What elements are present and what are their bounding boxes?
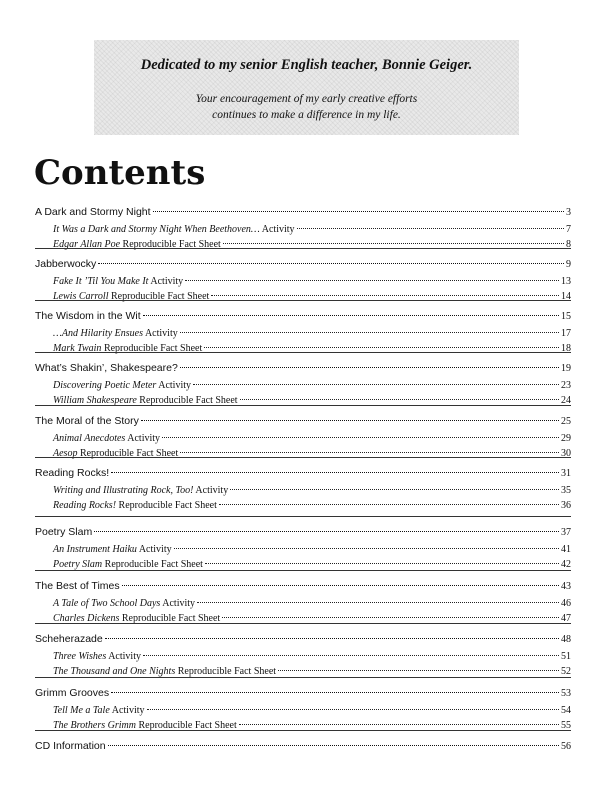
item-title-suffix: Activity <box>136 544 172 555</box>
toc-item-row <box>35 485 571 497</box>
item-title-suffix: Reproducible Fact Sheet <box>101 343 203 354</box>
item-title <box>53 448 178 460</box>
dedication-line-2: continues to make a difference in my life. <box>212 109 401 121</box>
item-title-italic: Animal Anecdotes <box>53 433 126 444</box>
section-divider <box>35 730 571 731</box>
toc-item-row <box>35 276 571 288</box>
toc-section-row <box>35 633 571 646</box>
section-title: Poetry Slam <box>35 526 93 538</box>
page-number: 13 <box>561 276 571 287</box>
section-divider <box>35 677 571 678</box>
item-title-italic: Edgar Allan Poe <box>53 239 121 250</box>
page-number: 48 <box>561 634 571 645</box>
dot-leader <box>180 332 559 333</box>
page-number: 47 <box>561 613 571 624</box>
item-title-italic: The Brothers Grimm <box>53 720 136 731</box>
page-number: 54 <box>561 705 571 716</box>
dot-leader <box>108 745 559 746</box>
toc-section-row <box>35 467 571 480</box>
dot-leader <box>230 489 559 490</box>
toc-item-row <box>35 448 571 460</box>
item-title-italic: …And Hilarity Ensues <box>53 328 143 339</box>
page-number: 8 <box>566 239 571 250</box>
item-title <box>53 224 295 236</box>
item-title-italic: Aesop <box>53 448 78 459</box>
toc-item-row <box>35 239 571 251</box>
section-title: The Best of Times <box>35 580 120 592</box>
item-title <box>53 343 202 355</box>
item-title <box>53 291 209 303</box>
dedication-line-1: Your encouragement of my early creative efforts <box>195 93 418 105</box>
dot-leader <box>239 724 559 725</box>
item-title-suffix: Reproducible Fact Sheet <box>136 395 238 406</box>
section-title: Grimm Grooves <box>35 687 110 699</box>
toc-item-row <box>35 705 571 717</box>
item-title-suffix: Activity <box>125 433 161 444</box>
dot-leader <box>211 295 559 296</box>
dot-leader <box>193 384 559 385</box>
page-number: 7 <box>566 224 571 235</box>
section-divider <box>35 570 571 571</box>
item-title <box>53 328 178 340</box>
dot-leader <box>180 367 559 368</box>
dot-leader <box>174 548 559 549</box>
toc-item-row <box>35 598 571 610</box>
toc-section-row <box>35 310 571 323</box>
dot-leader <box>180 452 559 453</box>
toc-section-row <box>35 580 571 593</box>
toc-section-row <box>35 206 571 219</box>
page-number: 3 <box>566 207 571 218</box>
page-number: 42 <box>561 559 571 570</box>
item-title <box>53 485 228 497</box>
page-number: 46 <box>561 598 571 609</box>
dot-leader <box>205 563 559 564</box>
page-number: 43 <box>561 581 571 592</box>
section-title: The Wisdom in the Wit <box>35 310 141 322</box>
item-title-italic: Three Wishes <box>53 651 107 662</box>
toc-item-row <box>35 500 571 512</box>
item-title-suffix: Activity <box>106 651 141 662</box>
item-title-suffix: Reproducible Fact Sheet <box>102 559 203 570</box>
page-number: 51 <box>561 651 571 662</box>
item-title-italic: Lewis Carroll <box>53 291 109 302</box>
page-number: 24 <box>561 395 571 406</box>
item-title-italic: Charles Dickens <box>53 613 120 624</box>
section-title: Reading Rocks! <box>35 467 110 479</box>
dedication-title: Dedicated to my senior English teacher, Bonnie Geiger. <box>140 57 473 73</box>
dot-leader <box>141 420 559 421</box>
toc-item-row <box>35 380 571 392</box>
dot-leader <box>222 617 559 618</box>
item-title <box>53 380 191 392</box>
page-number: 56 <box>561 741 571 752</box>
dot-leader <box>197 602 559 603</box>
item-title-suffix: Activity <box>148 276 184 287</box>
dot-leader <box>94 531 559 532</box>
section-divider <box>35 300 571 301</box>
dedication-box <box>94 40 519 135</box>
dot-leader <box>111 692 559 693</box>
page-number: 37 <box>561 527 571 538</box>
section-divider <box>35 352 571 353</box>
page-number: 36 <box>561 500 571 511</box>
dot-leader <box>111 472 559 473</box>
item-title-italic: The Thousand and One Nights <box>53 666 176 677</box>
item-title <box>53 651 141 663</box>
toc-item-row <box>35 343 571 355</box>
item-title-italic: Discovering Poetic Meter <box>53 380 157 391</box>
item-title-suffix: Activity <box>160 598 196 609</box>
item-title-suffix: Reproducible Fact Sheet <box>116 500 217 511</box>
section-title: The Moral of the Story <box>35 415 139 427</box>
dot-leader <box>143 655 559 656</box>
dot-leader <box>105 638 559 639</box>
toc-section-row <box>35 362 571 375</box>
item-title-suffix: Reproducible Fact Sheet <box>120 239 221 250</box>
item-title <box>53 276 183 288</box>
item-title-italic: Tell Me a Tale <box>53 705 110 716</box>
item-title <box>53 598 195 610</box>
toc-item-row <box>35 291 571 303</box>
page-number: 14 <box>561 291 571 302</box>
item-title-italic: It Was a Dark and Stormy Night When Beethoven… <box>53 224 260 235</box>
item-title-italic: An Instrument Haiku <box>53 544 137 555</box>
toc-item-row <box>35 433 571 445</box>
item-title <box>53 544 172 556</box>
page-number: 30 <box>561 448 571 459</box>
item-title <box>53 433 160 445</box>
toc-item-row <box>35 651 571 663</box>
toc-section-row <box>35 526 571 539</box>
item-title-suffix: Activity <box>109 705 145 716</box>
dot-leader <box>153 211 564 212</box>
section-title: A Dark and Stormy Night <box>35 206 151 218</box>
dot-leader <box>223 243 564 244</box>
toc-section-row <box>35 258 571 271</box>
page-number: 29 <box>561 433 571 444</box>
item-title-suffix: Reproducible Fact Sheet <box>77 448 179 459</box>
page-number: 41 <box>561 544 571 555</box>
section-title: What’s Shakin’, Shakespeare? <box>35 362 178 374</box>
page-number: 19 <box>561 363 571 374</box>
toc-section-row <box>35 740 571 753</box>
dot-leader <box>219 504 559 505</box>
page-number: 23 <box>561 380 571 391</box>
section-divider <box>35 516 571 517</box>
section-title: Jabberwocky <box>35 258 97 270</box>
item-title-italic: A Tale of Two School Days <box>53 598 161 609</box>
toc-item-row <box>35 328 571 340</box>
page-number: 15 <box>561 311 571 322</box>
item-title-italic: Writing and Illustrating Rock, Too! <box>53 485 194 496</box>
item-title-suffix: Reproducible Fact Sheet <box>135 720 237 731</box>
item-title-suffix: Reproducible Fact Sheet <box>119 613 221 624</box>
page-number: 17 <box>561 328 571 339</box>
page-number: 31 <box>561 468 571 479</box>
page-number: 53 <box>561 688 571 699</box>
item-title-suffix: Reproducible Fact Sheet <box>175 666 277 677</box>
dot-leader <box>278 670 559 671</box>
dot-leader <box>185 280 559 281</box>
page-number: 9 <box>566 259 571 270</box>
page-number: 55 <box>561 720 571 731</box>
dot-leader <box>162 437 559 438</box>
toc-item-row <box>35 224 571 236</box>
section-title: CD Information <box>35 740 106 752</box>
item-title-italic: Mark Twain <box>53 343 102 354</box>
page-number: 18 <box>561 343 571 354</box>
item-title-italic: Reading Rocks! <box>53 500 117 511</box>
item-title-italic: Fake It ’Til You Make It <box>53 276 149 287</box>
section-divider <box>35 405 571 406</box>
dot-leader <box>297 228 564 229</box>
item-title-suffix: Activity <box>156 380 192 391</box>
dot-leader <box>98 263 564 264</box>
toc-section-row <box>35 415 571 428</box>
dot-leader <box>240 399 559 400</box>
dot-leader <box>147 709 559 710</box>
dot-leader <box>122 585 559 586</box>
dot-leader <box>204 347 559 348</box>
section-divider <box>35 248 571 249</box>
toc-section-row <box>35 687 571 700</box>
page-number: 25 <box>561 416 571 427</box>
item-title-suffix: Activity <box>143 328 178 339</box>
page-number: 52 <box>561 666 571 677</box>
item-title-suffix: Activity <box>259 224 295 235</box>
contents-heading: Contents <box>34 153 206 193</box>
item-title-suffix: Activity <box>193 485 229 496</box>
item-title-italic: Poetry Slam <box>53 559 103 570</box>
item-title-italic: William Shakespeare <box>53 395 137 406</box>
item-title <box>53 239 221 251</box>
section-divider <box>35 623 571 624</box>
item-title <box>53 500 217 512</box>
page-number: 35 <box>561 485 571 496</box>
item-title-suffix: Reproducible Fact Sheet <box>108 291 210 302</box>
item-title <box>53 705 145 717</box>
section-title: Scheherazade <box>35 633 103 645</box>
section-divider <box>35 457 571 458</box>
toc-item-row <box>35 544 571 556</box>
dot-leader <box>143 315 559 316</box>
